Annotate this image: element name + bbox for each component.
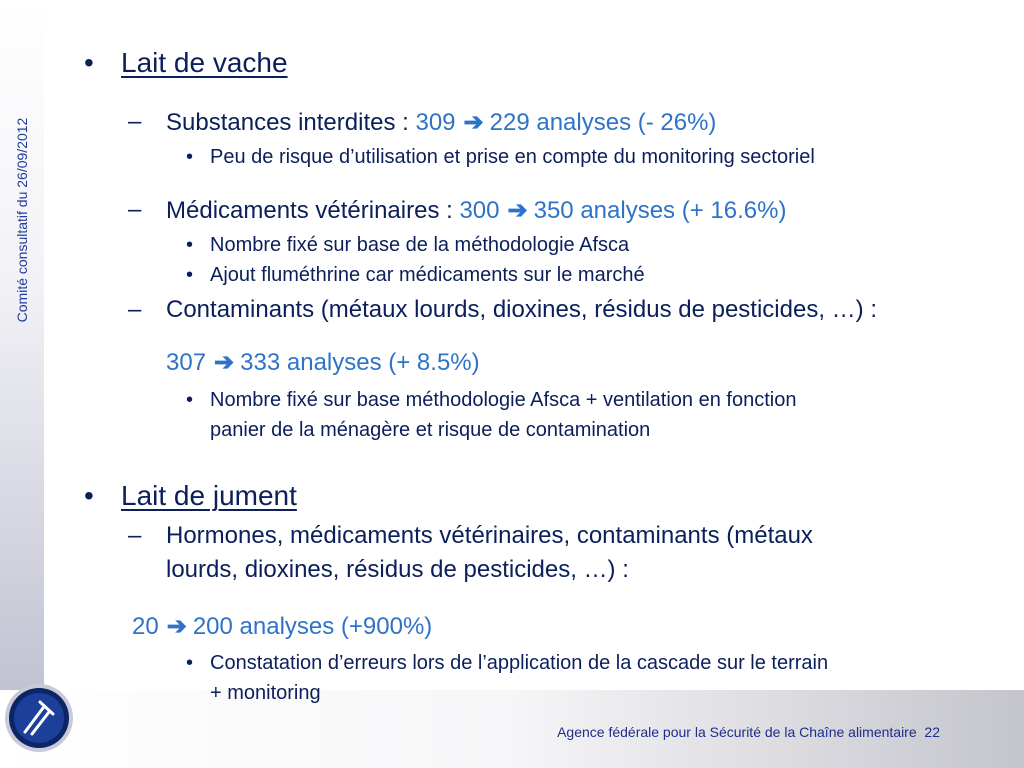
dash-contaminants: – bbox=[128, 296, 142, 323]
mare-note-line1: Constatation d’erreurs lors de l’application de la cascade sur le terrain bbox=[210, 652, 829, 674]
bullet-cow: • bbox=[84, 47, 94, 78]
cow-milk-heading: Lait de vache bbox=[121, 47, 288, 78]
dash-medicaments: – bbox=[128, 196, 142, 223]
meeting-label: Comité consultatif du 26/09/2012 bbox=[14, 117, 30, 323]
arrow-right-icon: ➔ bbox=[463, 109, 484, 136]
substances-from: 309 bbox=[415, 109, 456, 136]
dash-hormones: – bbox=[128, 522, 142, 549]
mare-from: 20 bbox=[132, 613, 159, 640]
medicaments-note2: Ajout fluméthrine car médicaments sur le marché bbox=[210, 264, 645, 286]
bullet-mare-note: • bbox=[186, 652, 194, 674]
hormones-line1: Hormones, médicaments vétérinaires, contaminants (métaux bbox=[166, 522, 813, 549]
contaminants-count-line bbox=[166, 348, 480, 377]
arrow-right-icon: ➔ bbox=[507, 197, 528, 224]
medicaments-from: 300 bbox=[459, 197, 500, 224]
contaminants-from: 307 bbox=[166, 349, 207, 376]
medicaments-to: 350 analyses (+ 16.6%) bbox=[533, 197, 787, 224]
contaminants-line: Contaminants (métaux lourds, dioxines, résidus de pesticides, …) : bbox=[166, 296, 877, 323]
mare-to: 200 analyses (+900%) bbox=[192, 613, 433, 640]
bullet-contaminants-note: • bbox=[186, 389, 194, 411]
bullet-mare: • bbox=[84, 480, 94, 511]
substances-note: Peu de risque d’utilisation et prise en compte du monitoring sectoriel bbox=[210, 146, 815, 168]
mare-count-line bbox=[132, 612, 432, 641]
medicaments-note1: Nombre fixé sur base de la méthodologie Afsca bbox=[210, 234, 630, 256]
mare-milk-heading: Lait de jument bbox=[121, 480, 297, 511]
contaminants-note-line2: panier de la ménagère et risque de contamination bbox=[210, 419, 651, 441]
arrow-right-icon: ➔ bbox=[214, 349, 235, 376]
contaminants-note-line1: Nombre fixé sur base méthodologie Afsca + ventilation en fonction bbox=[210, 389, 797, 411]
dash-substances: – bbox=[128, 108, 142, 135]
footer-agency: Agence fédérale pour la Sécurité de la Chaîne alimentaire bbox=[557, 724, 917, 740]
bullet-medicaments-note1: • bbox=[186, 234, 194, 256]
bullet-medicaments-note2: • bbox=[186, 264, 194, 286]
hormones-line2: lourds, dioxines, résidus de pesticides, …) : bbox=[166, 556, 629, 583]
page-number: 22 bbox=[924, 724, 940, 740]
arrow-right-icon: ➔ bbox=[166, 613, 187, 640]
bullet-substances-note: • bbox=[186, 146, 194, 168]
mare-note-line2: + monitoring bbox=[210, 682, 321, 704]
medicaments-line: Médicaments vétérinaires : 300 ➔ 350 analyses (+ 16.6%) bbox=[166, 197, 787, 224]
contaminants-to: 333 analyses (+ 8.5%) bbox=[240, 349, 480, 376]
substances-to: 229 analyses (- 26%) bbox=[489, 109, 717, 136]
substances-line: Substances interdites : 309 ➔ 229 analyses (- 26%) bbox=[166, 109, 717, 136]
